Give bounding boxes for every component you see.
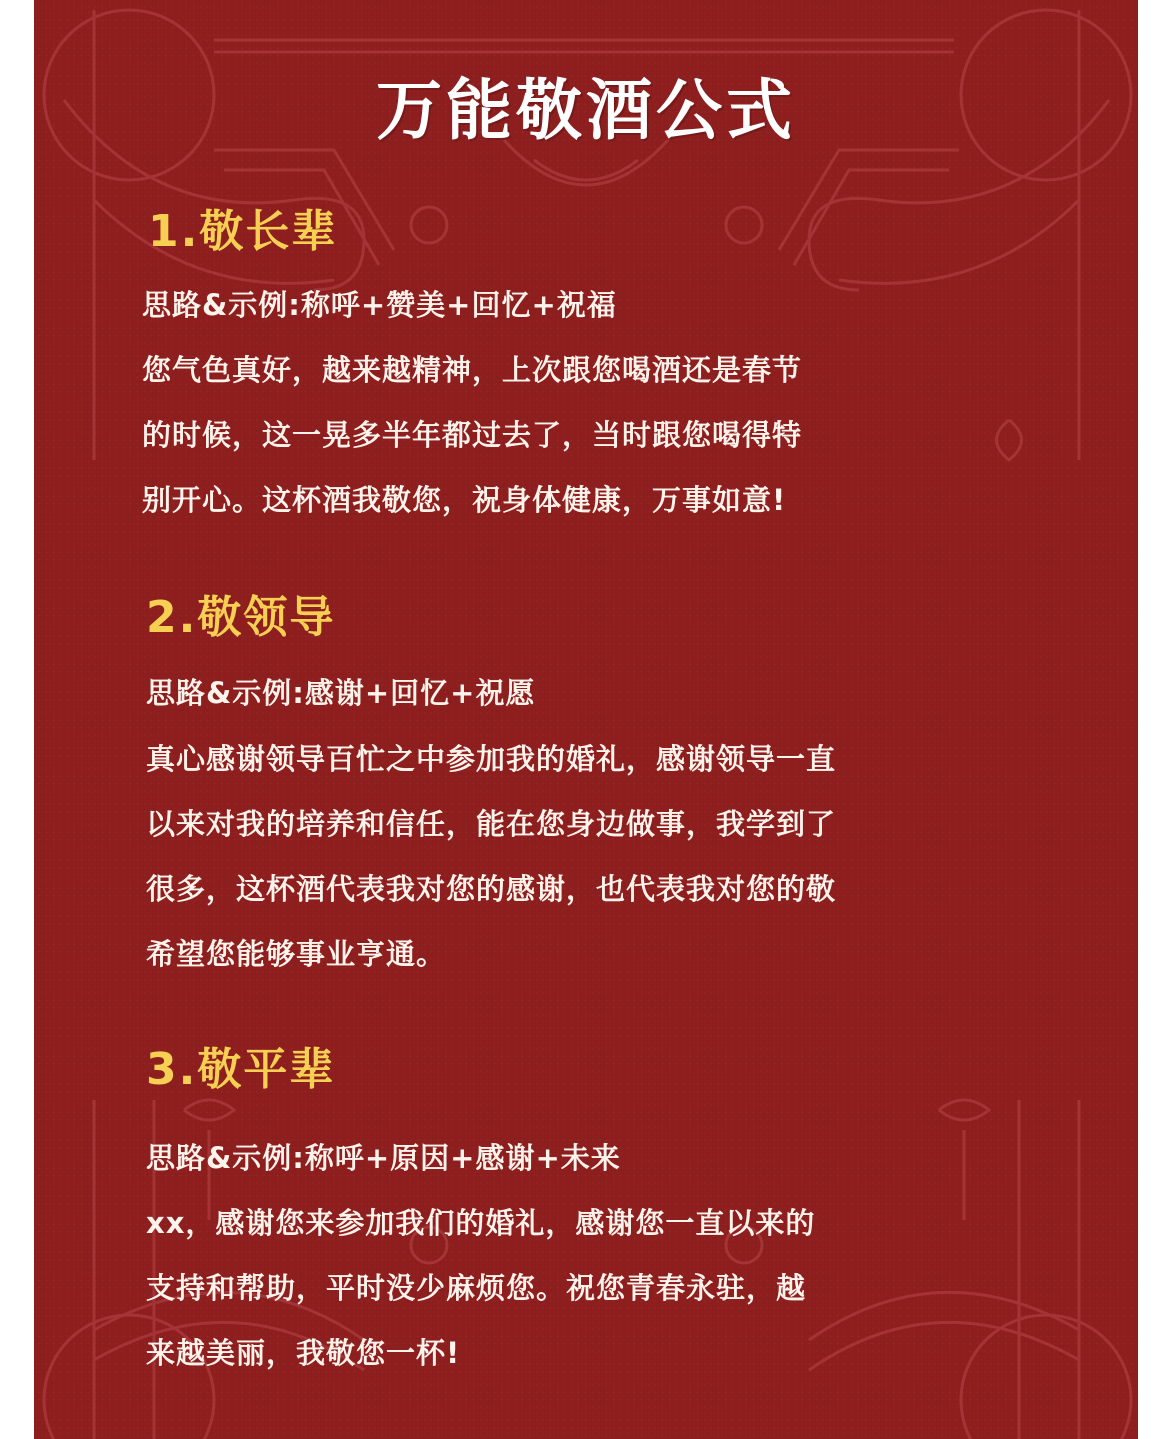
- section-heading-peers: 3.敬平辈: [146, 1044, 336, 1095]
- section-text-line: 您气色真好，越来越精神，上次跟您喝酒还是春节: [142, 353, 803, 387]
- section-text-line: 的时候，这一晃多半年都过去了，当时跟您喝得特: [142, 418, 803, 452]
- section-heading-leader: 2.敬领导: [146, 592, 336, 643]
- section-formula-leader: 思路&示例:感谢+回忆+祝愿: [146, 676, 536, 710]
- section-text-line: 别开心。这杯酒我敬您，祝身体健康，万事如意!: [142, 483, 787, 517]
- section-text-line: 支持和帮助，平时没少麻烦您。祝您青春永驻，越: [146, 1271, 807, 1305]
- section-heading-elders: 1.敬长辈: [148, 206, 338, 257]
- section-text-line: 希望您能够事业亨通。: [146, 937, 447, 971]
- section-text-line: 以来对我的培养和信任，能在您身边做事，我学到了: [146, 807, 837, 841]
- section-text-line: xx，感谢您来参加我们的婚礼，感谢您一直以来的: [146, 1206, 816, 1240]
- section-text-line: 很多，这杯酒代表我对您的感谢，也代表我对您的敬: [146, 872, 837, 906]
- section-formula-peers: 思路&示例:称呼+原因+感谢+未来: [146, 1141, 621, 1175]
- page-title: 万能敬酒公式: [376, 72, 796, 149]
- section-text-line: 真心感谢领导百忙之中参加我的婚礼，感谢领导一直: [146, 742, 837, 776]
- poster-canvas: [34, 0, 1138, 1439]
- section-formula-elders: 思路&示例:称呼+赞美+回忆+祝福: [142, 288, 617, 322]
- section-text-line: 来越美丽，我敬您一杯!: [146, 1336, 461, 1370]
